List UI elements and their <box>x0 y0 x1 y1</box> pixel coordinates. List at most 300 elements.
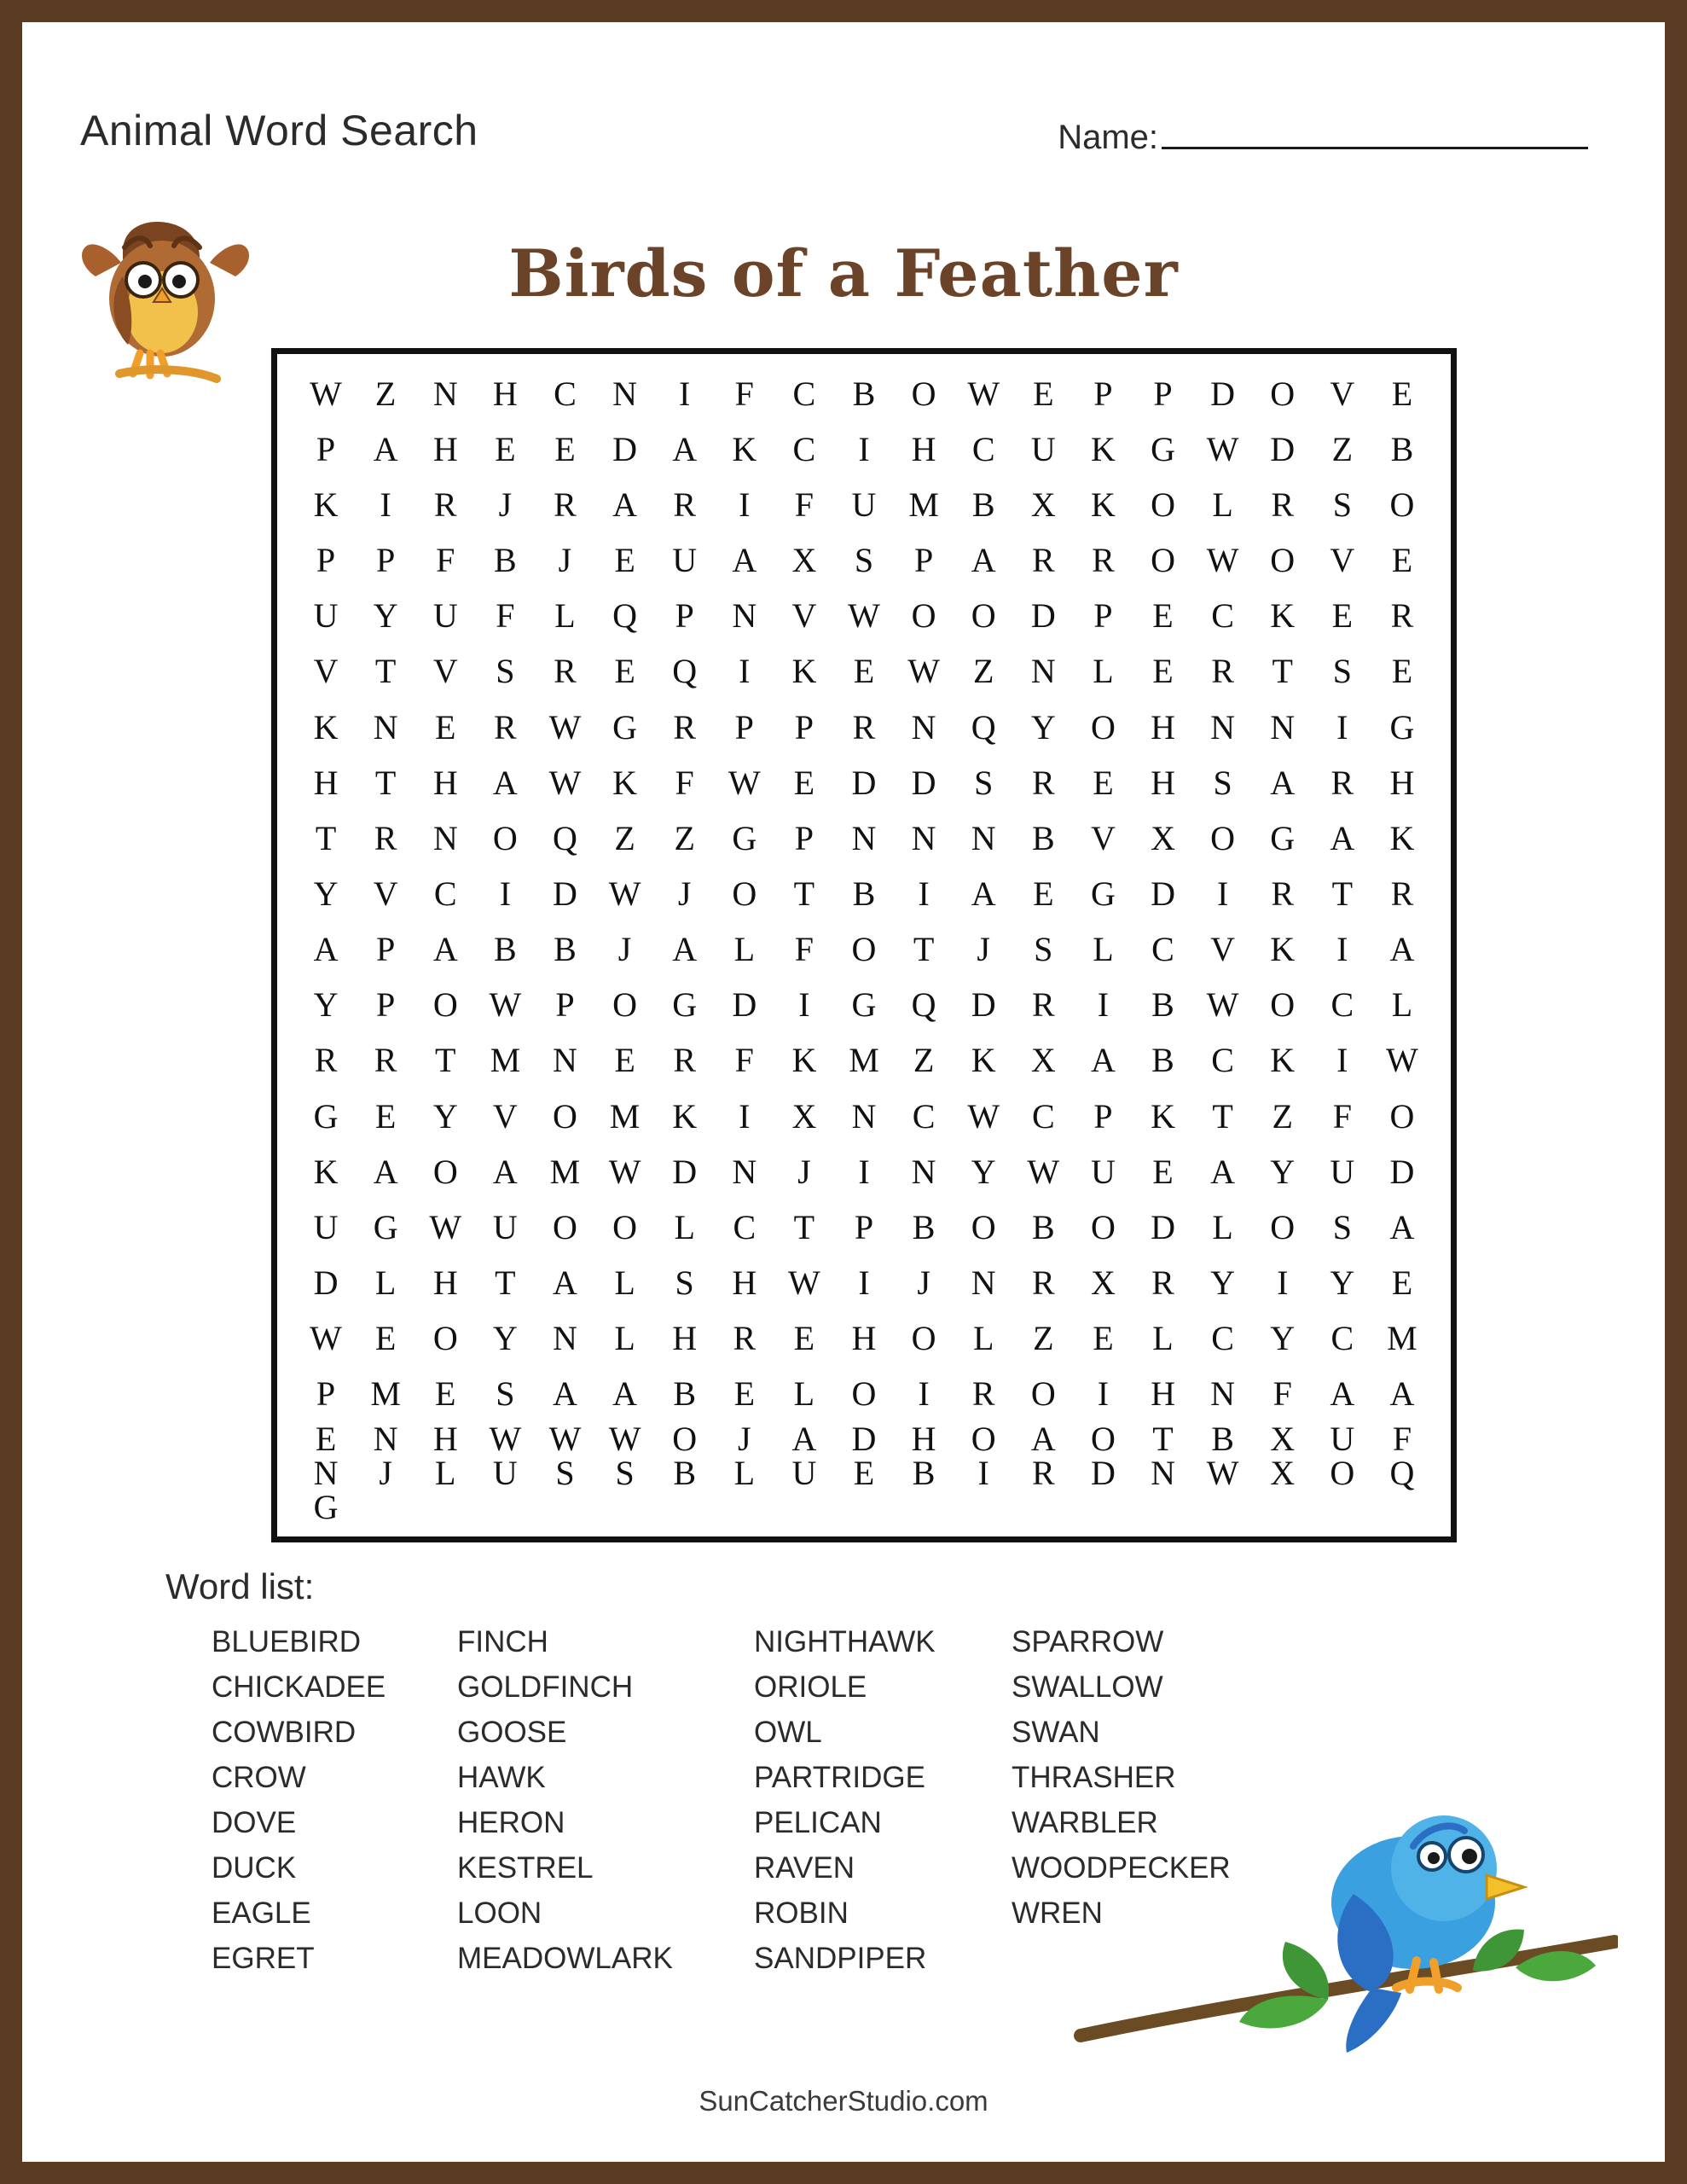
grid-cell[interactable]: M <box>849 1041 879 1080</box>
word-list-item[interactable]: SANDPIPER <box>754 1942 927 1975</box>
grid-cell[interactable]: I <box>798 985 810 1025</box>
grid-cell[interactable]: H <box>911 1420 936 1458</box>
grid-cell[interactable]: E <box>793 763 815 802</box>
grid-cell[interactable]: W <box>489 985 522 1025</box>
grid-cell[interactable]: G <box>1270 818 1296 857</box>
grid-cell[interactable]: X <box>1270 1454 1296 1492</box>
word-list-item[interactable]: GOLDFINCH <box>457 1670 634 1704</box>
grid-cell[interactable]: L <box>614 1319 635 1358</box>
grid-cell[interactable]: A <box>732 541 757 580</box>
grid-cell[interactable]: V <box>313 652 339 691</box>
grid-cell[interactable]: H <box>492 374 518 413</box>
grid-cell[interactable]: E <box>793 1319 815 1358</box>
grid-cell[interactable]: E <box>614 1041 635 1080</box>
grid-cell[interactable]: P <box>854 1207 874 1246</box>
grid-cell[interactable]: J <box>498 485 513 524</box>
grid-cell[interactable]: F <box>734 1041 754 1080</box>
grid-cell[interactable]: H <box>851 1319 877 1358</box>
grid-cell[interactable]: R <box>1330 763 1354 802</box>
grid-cell[interactable]: O <box>911 596 936 636</box>
grid-cell[interactable]: I <box>1097 985 1110 1025</box>
grid-cell[interactable]: C <box>1211 596 1234 636</box>
grid-cell[interactable]: E <box>1033 874 1054 913</box>
grid-cell[interactable]: V <box>432 652 458 691</box>
grid-cell[interactable]: Y <box>313 874 339 913</box>
grid-cell[interactable]: U <box>672 541 698 580</box>
grid-cell[interactable]: S <box>615 1454 635 1492</box>
grid-cell[interactable]: P <box>794 707 814 746</box>
grid-cell[interactable]: Z <box>1272 1096 1293 1136</box>
word-list-item[interactable]: KESTREL <box>457 1851 594 1885</box>
grid-cell[interactable]: Y <box>373 596 398 636</box>
grid-cell[interactable]: X <box>1030 485 1056 524</box>
grid-cell[interactable]: W <box>1206 1454 1239 1492</box>
grid-cell[interactable]: V <box>492 1096 518 1136</box>
grid-cell[interactable]: P <box>316 429 336 468</box>
grid-cell[interactable]: A <box>1389 1207 1415 1246</box>
grid-cell[interactable]: O <box>1210 818 1236 857</box>
grid-cell[interactable]: P <box>316 541 336 580</box>
grid-cell[interactable]: C <box>1330 1319 1354 1358</box>
grid-cell[interactable]: Y <box>971 1152 996 1191</box>
grid-cell[interactable]: W <box>788 1263 820 1303</box>
word-list-item[interactable]: WARBLER <box>1012 1806 1158 1839</box>
grid-cell[interactable]: N <box>1030 652 1056 691</box>
grid-cell[interactable]: S <box>496 1374 515 1414</box>
grid-cell[interactable]: N <box>553 1319 577 1358</box>
grid-cell[interactable]: U <box>1030 429 1056 468</box>
grid-cell[interactable]: D <box>672 1152 698 1191</box>
grid-cell[interactable]: E <box>1391 1263 1413 1303</box>
grid-cell[interactable]: R <box>733 1319 757 1358</box>
grid-cell[interactable]: W <box>310 1319 342 1358</box>
grid-cell[interactable]: O <box>1389 485 1415 524</box>
grid-cell[interactable]: P <box>1093 596 1113 636</box>
grid-cell[interactable]: N <box>1151 1454 1175 1492</box>
word-list-item[interactable]: MEADOWLARK <box>457 1942 673 1975</box>
grid-cell[interactable]: B <box>673 1454 697 1492</box>
grid-cell[interactable]: W <box>1206 429 1239 468</box>
grid-cell[interactable]: E <box>374 1096 397 1136</box>
grid-cell[interactable]: A <box>672 429 698 468</box>
grid-cell[interactable]: E <box>853 1454 875 1492</box>
grid-cell[interactable]: R <box>433 485 457 524</box>
grid-cell[interactable]: B <box>1211 1420 1234 1458</box>
grid-cell[interactable]: D <box>313 1263 339 1303</box>
grid-cell[interactable]: O <box>1270 541 1296 580</box>
grid-cell[interactable]: R <box>554 652 577 691</box>
grid-cell[interactable]: G <box>313 1096 339 1136</box>
grid-cell[interactable]: Y <box>1210 1263 1236 1303</box>
grid-cell[interactable]: K <box>791 652 817 691</box>
grid-cell[interactable]: C <box>1031 1096 1055 1136</box>
word-list-item[interactable]: PELICAN <box>754 1806 882 1839</box>
word-search-grid[interactable] <box>271 348 1457 1542</box>
grid-cell[interactable]: U <box>1330 1420 1355 1458</box>
grid-cell[interactable]: E <box>1391 541 1413 580</box>
grid-cell[interactable]: H <box>1389 763 1415 802</box>
grid-cell[interactable]: M <box>549 1152 581 1191</box>
grid-cell[interactable]: R <box>374 818 397 857</box>
grid-cell[interactable]: L <box>1093 930 1114 969</box>
grid-cell[interactable]: L <box>435 1454 456 1492</box>
grid-cell[interactable]: T <box>793 874 815 913</box>
grid-cell[interactable]: R <box>1390 874 1414 913</box>
grid-cell[interactable]: Q <box>553 818 577 857</box>
grid-cell[interactable]: I <box>739 1096 751 1136</box>
grid-cell[interactable]: U <box>1330 1152 1355 1191</box>
grid-cell[interactable]: A <box>553 1263 577 1303</box>
word-list-item[interactable]: COWBIRD <box>212 1716 357 1749</box>
grid-cell[interactable]: O <box>1330 1454 1355 1492</box>
grid-cell[interactable]: J <box>797 1152 811 1191</box>
grid-cell[interactable]: P <box>1153 374 1173 413</box>
grid-cell[interactable]: N <box>1210 1374 1236 1414</box>
grid-cell[interactable]: O <box>612 985 638 1025</box>
grid-cell[interactable]: B <box>971 485 995 524</box>
grid-cell[interactable]: V <box>791 596 817 636</box>
grid-cell[interactable]: A <box>492 763 518 802</box>
grid-cell[interactable]: Z <box>674 818 695 857</box>
grid-cell[interactable]: K <box>1270 596 1296 636</box>
grid-cell[interactable]: A <box>1270 763 1296 802</box>
grid-cell[interactable]: F <box>675 763 694 802</box>
grid-cell[interactable]: F <box>436 541 455 580</box>
word-list-item[interactable]: CHICKADEE <box>212 1670 386 1704</box>
grid-cell[interactable]: Q <box>911 985 936 1025</box>
grid-cell[interactable]: P <box>913 541 934 580</box>
grid-cell[interactable]: D <box>732 985 757 1025</box>
grid-cell[interactable]: X <box>1090 1263 1116 1303</box>
grid-cell[interactable]: W <box>907 652 940 691</box>
grid-cell[interactable]: E <box>1093 763 1114 802</box>
grid-cell[interactable]: Q <box>971 707 996 746</box>
grid-cell[interactable]: B <box>1151 985 1174 1025</box>
grid-cell[interactable]: A <box>1090 1041 1116 1080</box>
grid-cell[interactable]: Z <box>374 374 397 413</box>
grid-cell[interactable]: O <box>1030 1374 1056 1414</box>
grid-cell[interactable]: Y <box>1030 707 1056 746</box>
grid-cell[interactable]: A <box>373 429 398 468</box>
grid-cell[interactable]: K <box>732 429 757 468</box>
grid-cell[interactable]: I <box>918 1374 930 1414</box>
grid-cell[interactable]: I <box>1277 1263 1289 1303</box>
grid-cell[interactable]: A <box>971 541 996 580</box>
grid-cell[interactable]: Q <box>672 652 698 691</box>
grid-cell[interactable]: K <box>313 1152 339 1191</box>
grid-cell[interactable]: V <box>1210 930 1236 969</box>
grid-cell[interactable]: W <box>310 374 342 413</box>
grid-cell[interactable]: Z <box>1033 1319 1054 1358</box>
grid-cell[interactable]: N <box>1210 707 1236 746</box>
grid-cell[interactable]: I <box>1097 1374 1110 1414</box>
grid-cell[interactable]: Y <box>432 1096 458 1136</box>
grid-cell[interactable]: L <box>1093 652 1114 691</box>
grid-cell[interactable]: D <box>553 874 577 913</box>
grid-cell[interactable]: F <box>1392 1420 1412 1458</box>
grid-cell[interactable]: D <box>851 763 877 802</box>
grid-cell[interactable]: B <box>673 1374 697 1414</box>
grid-cell[interactable]: U <box>1090 1152 1116 1191</box>
grid-cell[interactable]: A <box>971 874 996 913</box>
grid-cell[interactable]: D <box>1090 1454 1116 1492</box>
word-list-item[interactable]: BLUEBIRD <box>212 1625 362 1658</box>
grid-cell[interactable]: D <box>911 763 936 802</box>
grid-cell[interactable]: K <box>313 485 339 524</box>
grid-cell[interactable]: K <box>672 1096 698 1136</box>
name-write-line[interactable] <box>1162 147 1588 149</box>
grid-cell[interactable]: P <box>376 541 396 580</box>
grid-cell[interactable]: W <box>548 707 582 746</box>
word-list-item[interactable]: SPARROW <box>1012 1625 1164 1658</box>
grid-cell[interactable]: T <box>1331 874 1354 913</box>
grid-cell[interactable]: O <box>492 818 518 857</box>
grid-cell[interactable]: E <box>1391 652 1413 691</box>
grid-cell[interactable]: F <box>794 930 814 969</box>
grid-cell[interactable]: Q <box>612 596 638 636</box>
grid-cell[interactable]: Y <box>492 1319 518 1358</box>
grid-cell[interactable]: W <box>728 763 761 802</box>
grid-cell[interactable]: N <box>612 374 638 413</box>
grid-cell[interactable]: O <box>971 1207 996 1246</box>
grid-cell[interactable]: C <box>554 374 577 413</box>
grid-cell[interactable]: Y <box>1270 1319 1296 1358</box>
grid-cell[interactable]: O <box>971 1420 996 1458</box>
grid-cell[interactable]: D <box>1389 1152 1415 1191</box>
word-list-item[interactable]: WREN <box>1012 1896 1103 1930</box>
grid-cell[interactable]: R <box>971 1374 995 1414</box>
grid-cell[interactable]: R <box>314 1041 338 1080</box>
grid-cell[interactable]: V <box>1330 374 1355 413</box>
grid-cell[interactable]: I <box>739 652 751 691</box>
grid-cell[interactable]: H <box>432 1263 458 1303</box>
grid-cell[interactable]: S <box>496 652 515 691</box>
word-list-item[interactable]: RAVEN <box>754 1851 855 1885</box>
grid-cell[interactable]: G <box>851 985 877 1025</box>
grid-cell[interactable]: A <box>612 1374 638 1414</box>
grid-cell[interactable]: T <box>793 1207 815 1246</box>
grid-cell[interactable]: H <box>672 1319 698 1358</box>
grid-cell[interactable]: E <box>1331 596 1354 636</box>
word-list-item[interactable]: HERON <box>457 1806 565 1839</box>
word-list-item[interactable]: DOVE <box>212 1806 297 1839</box>
grid-cell[interactable]: W <box>967 374 1000 413</box>
grid-cell[interactable]: G <box>1389 707 1415 746</box>
grid-cell[interactable]: E <box>1093 1319 1114 1358</box>
grid-cell[interactable]: B <box>494 541 517 580</box>
grid-cell[interactable]: E <box>1152 596 1174 636</box>
grid-cell[interactable]: G <box>612 707 638 746</box>
grid-cell[interactable]: P <box>555 985 575 1025</box>
grid-cell[interactable]: U <box>791 1454 817 1492</box>
grid-cell[interactable]: R <box>673 485 697 524</box>
grid-cell[interactable]: O <box>553 1096 577 1136</box>
word-list-item[interactable]: PARTRIDGE <box>754 1761 925 1794</box>
grid-cell[interactable]: E <box>733 1374 755 1414</box>
grid-cell[interactable]: F <box>1272 1374 1292 1414</box>
grid-cell[interactable]: J <box>677 874 692 913</box>
grid-cell[interactable]: B <box>554 930 577 969</box>
grid-cell[interactable]: P <box>1093 374 1113 413</box>
grid-cell[interactable]: C <box>792 374 816 413</box>
grid-cell[interactable]: J <box>977 930 990 969</box>
grid-cell[interactable]: X <box>791 1096 817 1136</box>
grid-cell[interactable]: N <box>851 1096 877 1136</box>
grid-cell[interactable]: C <box>971 429 995 468</box>
grid-cell[interactable]: S <box>1213 763 1232 802</box>
grid-cell[interactable]: A <box>553 1374 577 1414</box>
grid-cell[interactable]: F <box>1332 1096 1352 1136</box>
grid-cell[interactable]: N <box>373 1420 398 1458</box>
grid-cell[interactable]: K <box>313 707 339 746</box>
grid-cell[interactable]: O <box>911 1319 936 1358</box>
word-list-item[interactable]: LOON <box>457 1896 542 1930</box>
grid-cell[interactable]: A <box>313 930 339 969</box>
grid-cell[interactable]: B <box>852 874 876 913</box>
grid-cell[interactable]: W <box>608 874 641 913</box>
grid-cell[interactable]: D <box>612 429 638 468</box>
grid-cell[interactable]: E <box>1033 374 1054 413</box>
grid-cell[interactable]: I <box>1336 930 1348 969</box>
grid-cell[interactable]: T <box>913 930 935 969</box>
grid-cell[interactable]: C <box>1151 930 1174 969</box>
grid-cell[interactable]: T <box>315 818 337 857</box>
grid-cell[interactable]: B <box>1390 429 1414 468</box>
grid-cell[interactable]: T <box>374 763 397 802</box>
grid-cell[interactable]: L <box>374 1263 397 1303</box>
grid-cell[interactable]: M <box>908 485 939 524</box>
grid-cell[interactable]: N <box>732 1152 757 1191</box>
grid-cell[interactable]: O <box>672 1420 698 1458</box>
word-list-item[interactable]: OWL <box>754 1716 822 1749</box>
grid-cell[interactable]: X <box>1030 1041 1056 1080</box>
grid-cell[interactable]: W <box>1206 541 1239 580</box>
grid-cell[interactable]: M <box>609 1096 641 1136</box>
grid-cell[interactable]: R <box>1390 596 1414 636</box>
grid-cell[interactable]: S <box>675 1263 694 1303</box>
grid-cell[interactable]: I <box>977 1454 989 1492</box>
grid-cell[interactable]: V <box>373 874 398 913</box>
grid-cell[interactable]: G <box>373 1207 398 1246</box>
grid-cell[interactable]: O <box>1270 985 1296 1025</box>
grid-cell[interactable]: C <box>912 1096 936 1136</box>
grid-cell[interactable]: Z <box>972 652 994 691</box>
grid-cell[interactable]: I <box>499 874 512 913</box>
grid-cell[interactable]: L <box>614 1263 635 1303</box>
grid-cell[interactable]: E <box>1152 1152 1174 1191</box>
grid-cell[interactable]: I <box>1336 1041 1348 1080</box>
grid-cell[interactable]: A <box>1030 1420 1056 1458</box>
grid-cell[interactable]: P <box>734 707 754 746</box>
grid-cell[interactable]: N <box>851 818 877 857</box>
grid-cell[interactable]: S <box>854 541 874 580</box>
grid-cell[interactable]: A <box>432 930 458 969</box>
grid-cell[interactable]: G <box>313 1488 339 1526</box>
grid-cell[interactable]: M <box>1387 1319 1417 1358</box>
grid-cell[interactable]: J <box>617 930 632 969</box>
grid-cell[interactable]: A <box>791 1420 817 1458</box>
grid-cell[interactable]: L <box>1212 485 1233 524</box>
grid-cell[interactable]: A <box>492 1152 518 1191</box>
grid-cell[interactable]: K <box>1389 818 1415 857</box>
grid-cell[interactable]: W <box>608 1152 641 1191</box>
word-list-item[interactable]: EGRET <box>212 1942 315 1975</box>
grid-cell[interactable]: Z <box>614 818 635 857</box>
grid-cell[interactable]: K <box>971 1041 996 1080</box>
grid-cell[interactable]: R <box>852 707 876 746</box>
grid-cell[interactable]: O <box>1090 1207 1116 1246</box>
grid-cell[interactable]: T <box>435 1041 456 1080</box>
grid-cell[interactable]: B <box>912 1207 936 1246</box>
grid-cell[interactable]: L <box>1391 985 1413 1025</box>
grid-cell[interactable]: E <box>374 1319 397 1358</box>
grid-cell[interactable]: B <box>1031 818 1055 857</box>
grid-cell[interactable]: W <box>1206 985 1239 1025</box>
grid-cell[interactable]: O <box>1151 541 1175 580</box>
grid-cell[interactable]: L <box>674 1207 695 1246</box>
grid-cell[interactable]: D <box>1210 374 1236 413</box>
grid-cell[interactable]: M <box>490 1041 521 1080</box>
grid-cell[interactable]: G <box>732 818 757 857</box>
word-list-item[interactable]: FINCH <box>457 1625 548 1658</box>
word-list-item[interactable]: CROW <box>212 1761 306 1794</box>
grid-cell[interactable]: V <box>1090 818 1116 857</box>
grid-cell[interactable]: N <box>432 374 458 413</box>
grid-cell[interactable]: A <box>612 485 638 524</box>
grid-cell[interactable]: R <box>673 707 697 746</box>
grid-cell[interactable]: N <box>971 1263 996 1303</box>
word-list-item[interactable]: SWALLOW <box>1012 1670 1163 1704</box>
grid-cell[interactable]: F <box>734 374 754 413</box>
grid-cell[interactable]: N <box>911 818 936 857</box>
grid-cell[interactable]: E <box>315 1420 337 1458</box>
grid-cell[interactable]: L <box>972 1319 994 1358</box>
grid-cell[interactable]: T <box>1272 652 1293 691</box>
grid-cell[interactable]: N <box>432 818 458 857</box>
grid-cell[interactable]: Q <box>1389 1454 1415 1492</box>
grid-cell[interactable]: O <box>553 1207 577 1246</box>
grid-cell[interactable]: A <box>1330 818 1355 857</box>
grid-cell[interactable]: O <box>1389 1096 1415 1136</box>
grid-cell[interactable]: H <box>911 429 936 468</box>
grid-cell[interactable]: G <box>1090 874 1116 913</box>
grid-cell[interactable]: X <box>1151 818 1175 857</box>
grid-cell[interactable]: R <box>1211 652 1234 691</box>
grid-cell[interactable]: N <box>553 1041 577 1080</box>
grid-cell[interactable]: E <box>853 652 875 691</box>
grid-cell[interactable]: I <box>739 485 751 524</box>
grid-cell[interactable]: R <box>494 707 517 746</box>
grid-cell[interactable]: S <box>1034 930 1053 969</box>
grid-cell[interactable]: D <box>1151 1207 1175 1246</box>
grid-cell[interactable]: W <box>548 1420 582 1458</box>
grid-cell[interactable]: M <box>370 1374 401 1414</box>
grid-cell[interactable]: N <box>911 1152 936 1191</box>
grid-cell[interactable]: A <box>1210 1152 1236 1191</box>
grid-cell[interactable]: O <box>1090 707 1116 746</box>
grid-cell[interactable]: A <box>1330 1374 1355 1414</box>
grid-cell[interactable]: S <box>1332 652 1352 691</box>
grid-cell[interactable]: O <box>1270 374 1296 413</box>
grid-cell[interactable]: E <box>435 1374 456 1414</box>
grid-cell[interactable]: O <box>971 596 996 636</box>
grid-cell[interactable]: U <box>851 485 877 524</box>
grid-cell[interactable]: X <box>1270 1420 1296 1458</box>
grid-cell[interactable]: I <box>1336 707 1348 746</box>
grid-cell[interactable]: N <box>1270 707 1296 746</box>
word-list-item[interactable]: SWAN <box>1012 1716 1100 1749</box>
word-list-item[interactable]: THRASHER <box>1012 1761 1176 1794</box>
